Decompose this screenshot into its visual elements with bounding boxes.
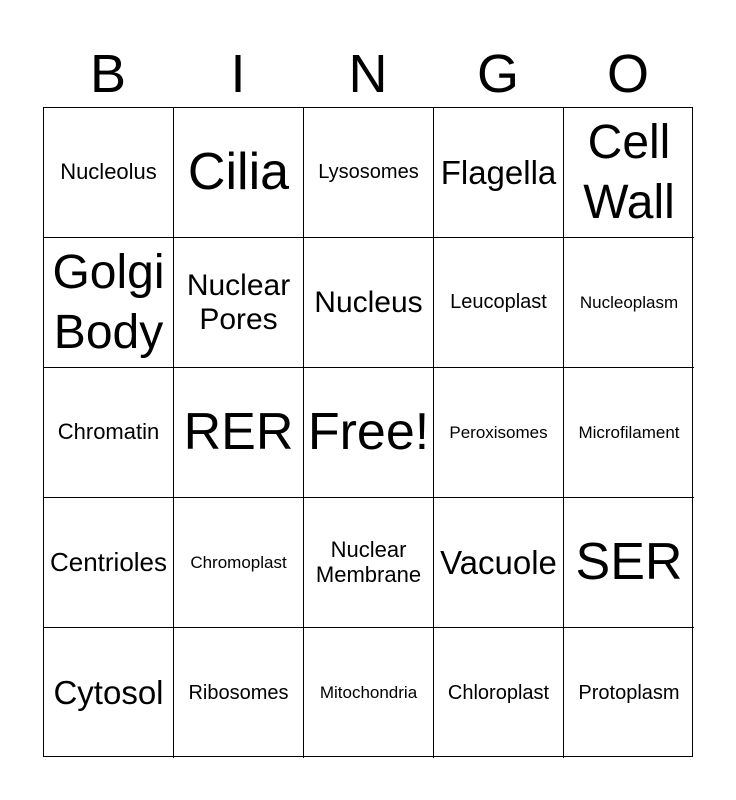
header-letter-g: G — [476, 44, 519, 104]
header-letter-b: B — [89, 44, 127, 104]
header-letter-n: N — [348, 44, 388, 104]
bingo-cell[interactable]: Cytosol — [44, 628, 174, 758]
bingo-cell[interactable]: Centrioles — [44, 498, 174, 628]
bingo-board — [43, 107, 693, 757]
bingo-cell[interactable]: Golgi Body — [44, 238, 174, 368]
header-letter-i: I — [230, 44, 246, 104]
bingo-cell[interactable]: Cell Wall — [564, 108, 694, 238]
bingo-cell[interactable]: Nuclear Pores — [174, 238, 304, 368]
bingo-cell[interactable]: Microfilament — [564, 368, 694, 498]
bingo-cell[interactable]: SER — [564, 498, 694, 628]
bingo-cell[interactable]: Chromoplast — [174, 498, 304, 628]
bingo-cell[interactable]: RER — [174, 368, 304, 498]
bingo-cell[interactable]: Peroxisomes — [434, 368, 564, 498]
bingo-cell[interactable]: Nuclear Membrane — [304, 498, 434, 628]
bingo-cell[interactable]: Chloroplast — [434, 628, 564, 758]
bingo-cell[interactable]: Cilia — [174, 108, 304, 238]
bingo-cell[interactable]: Flagella — [434, 108, 564, 238]
bingo-cell[interactable]: Ribosomes — [174, 628, 304, 758]
bingo-cell[interactable]: Protoplasm — [578, 681, 680, 704]
bingo-cell[interactable]: Nucleus — [304, 238, 434, 368]
bingo-cell[interactable]: Mitochondria — [304, 628, 434, 758]
bingo-cell[interactable]: Nucleolus — [44, 108, 174, 238]
bingo-cell[interactable]: Nucleoplasm — [564, 238, 694, 368]
bingo-cell[interactable]: Leucoplast — [434, 238, 564, 368]
header-letter-o: O — [606, 44, 649, 104]
free-space-cell[interactable]: Free! — [304, 368, 434, 498]
bingo-cell[interactable]: Lysosomes — [304, 108, 434, 238]
bingo-header — [43, 44, 693, 104]
bingo-cell[interactable]: Chromatin — [44, 368, 174, 498]
bingo-cell[interactable]: Vacuole — [434, 498, 564, 628]
